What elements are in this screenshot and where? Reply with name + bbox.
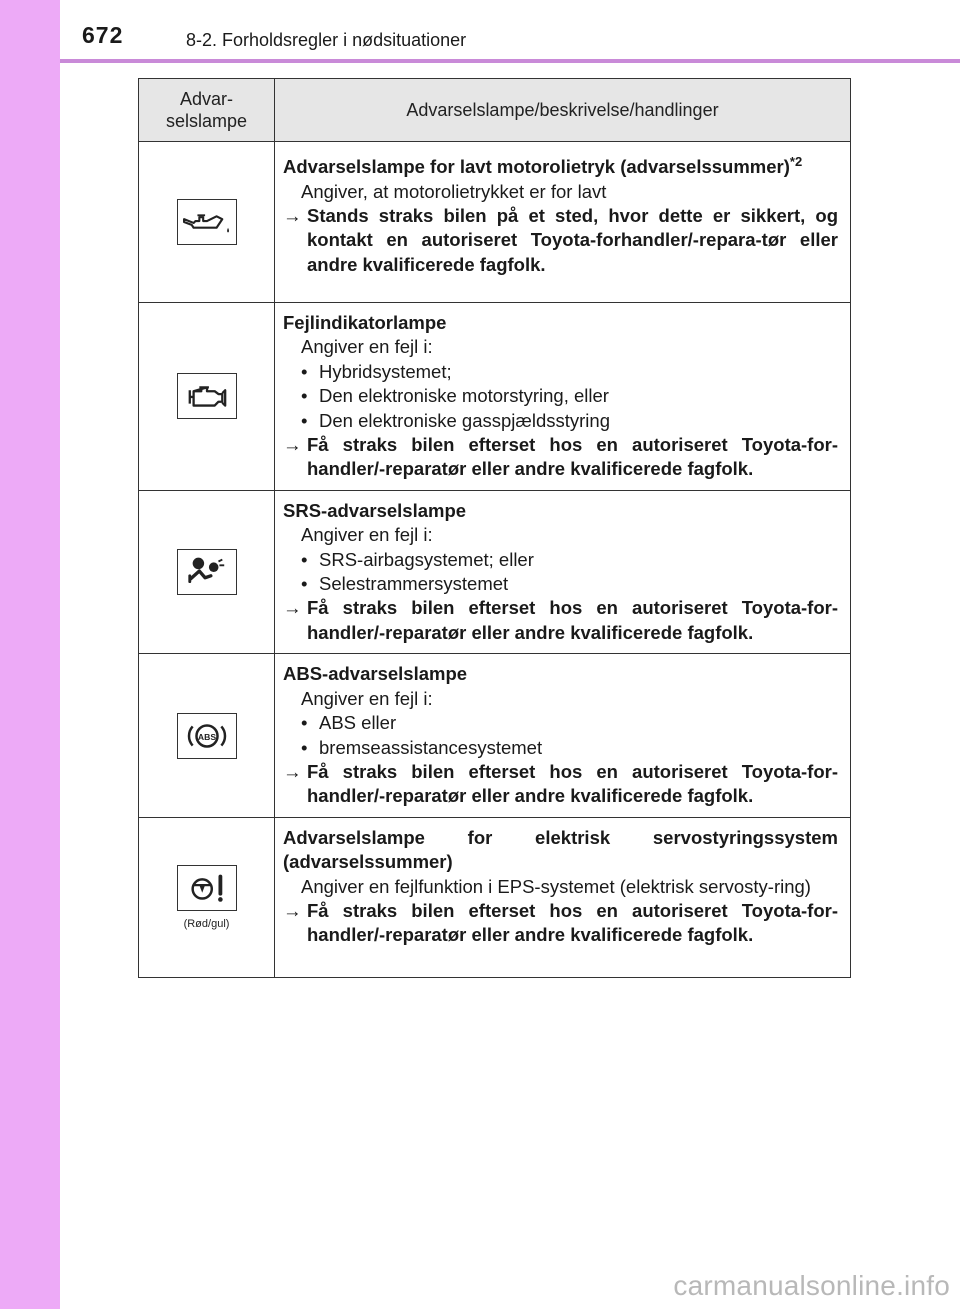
list-item: • SRS-airbagsystemet; eller	[301, 548, 534, 570]
row-action: → Få straks bilen efterset hos en autoriseret Toyota-for-handler/-reparatør eller andre kvalificerede fagfolk.	[283, 760, 838, 807]
col-header-lamp: Advar- selslampe	[139, 79, 275, 142]
row-description	[275, 142, 851, 303]
col-header-description: Advarselslampe/beskrivelse/handlinger	[275, 79, 851, 142]
row-description	[275, 303, 851, 491]
row-text: Angiver en fejlfunktion i EPS-systemet (elektrisk servosty-ring)	[301, 875, 811, 897]
row-text: Angiver en fejl i:	[301, 687, 433, 709]
abs-icon	[177, 713, 237, 759]
list-item: • Hybridsystemet;	[301, 360, 452, 382]
table-row	[139, 817, 851, 977]
icon-cell	[139, 490, 275, 653]
table-row	[139, 654, 851, 817]
check-engine-icon	[177, 373, 237, 419]
table-header-row	[139, 79, 851, 142]
list-item: • Selestrammersystemet	[301, 573, 509, 595]
row-action: → Få straks bilen efterset hos en autoriseret Toyota-for-handler/-reparatør eller andre kvalificerede fagfolk.	[283, 597, 838, 643]
row-title: Advarselslampe for elektrisk servostyringssystem (advarselssummer)	[283, 826, 838, 873]
row-action: → Få straks bilen efterset hos en autoriseret Toyota-for-handler/-reparatør eller andre kvalificerede fagfolk.	[283, 434, 838, 480]
icon-cell	[139, 654, 275, 817]
row-title: Fejlindikatorlampe	[283, 312, 447, 333]
list-item: • Den elektroniske gasspjældsstyring	[301, 409, 610, 431]
icon-cell	[139, 142, 275, 303]
row-text: Angiver en fejl i:	[301, 524, 433, 546]
table-row	[139, 142, 851, 303]
row-title: SRS-advarselslampe	[283, 499, 467, 521]
row-action: → Stands straks bilen på et sted, hvor dette er sikkert, og kontakt en autoriseret Toyota-forhandler/-repara-tør eller andre kvalificerede fagfolk.	[283, 204, 838, 275]
list-item: • Den elektroniske motorstyring, eller	[301, 385, 609, 407]
icon-caption: (Rød/gul)	[183, 917, 230, 930]
side-strip	[0, 0, 60, 1309]
table-row	[139, 490, 851, 653]
row-action: → Få straks bilen efterset hos en autoriseret Toyota-for-handler/-reparatør eller andre kvalificerede fagfolk.	[283, 899, 838, 946]
table-row	[139, 303, 851, 491]
row-description	[275, 654, 851, 817]
row-description	[275, 817, 851, 977]
list-item: • ABS eller	[301, 712, 397, 734]
list-item: • bremseassistancesystemet	[301, 736, 543, 758]
icon-cell	[139, 303, 275, 491]
icon-cell	[139, 817, 275, 977]
warning-lamp-table	[138, 78, 851, 978]
row-title: Advarselslampe for lavt motorolietryk (advarselssummer)$^{*2}$	[283, 154, 803, 178]
header-rule	[60, 59, 960, 63]
row-text: Angiver, at motorolietrykket er for lavt	[301, 180, 607, 202]
row-description	[275, 490, 851, 653]
srs-airbag-icon	[177, 549, 237, 595]
section-title: 8-2. Forholdsregler i nødsituationer	[186, 30, 467, 50]
abs-icon-text: ABS	[197, 731, 216, 742]
row-title: ABS-advarselslampe	[283, 663, 468, 685]
page-number: 672	[82, 22, 124, 48]
watermark: carmanualsonline.info	[673, 1270, 950, 1301]
eps-steering-icon	[177, 865, 237, 911]
oil-pressure-icon	[177, 199, 237, 245]
row-text: Angiver en fejl i:	[301, 336, 433, 358]
